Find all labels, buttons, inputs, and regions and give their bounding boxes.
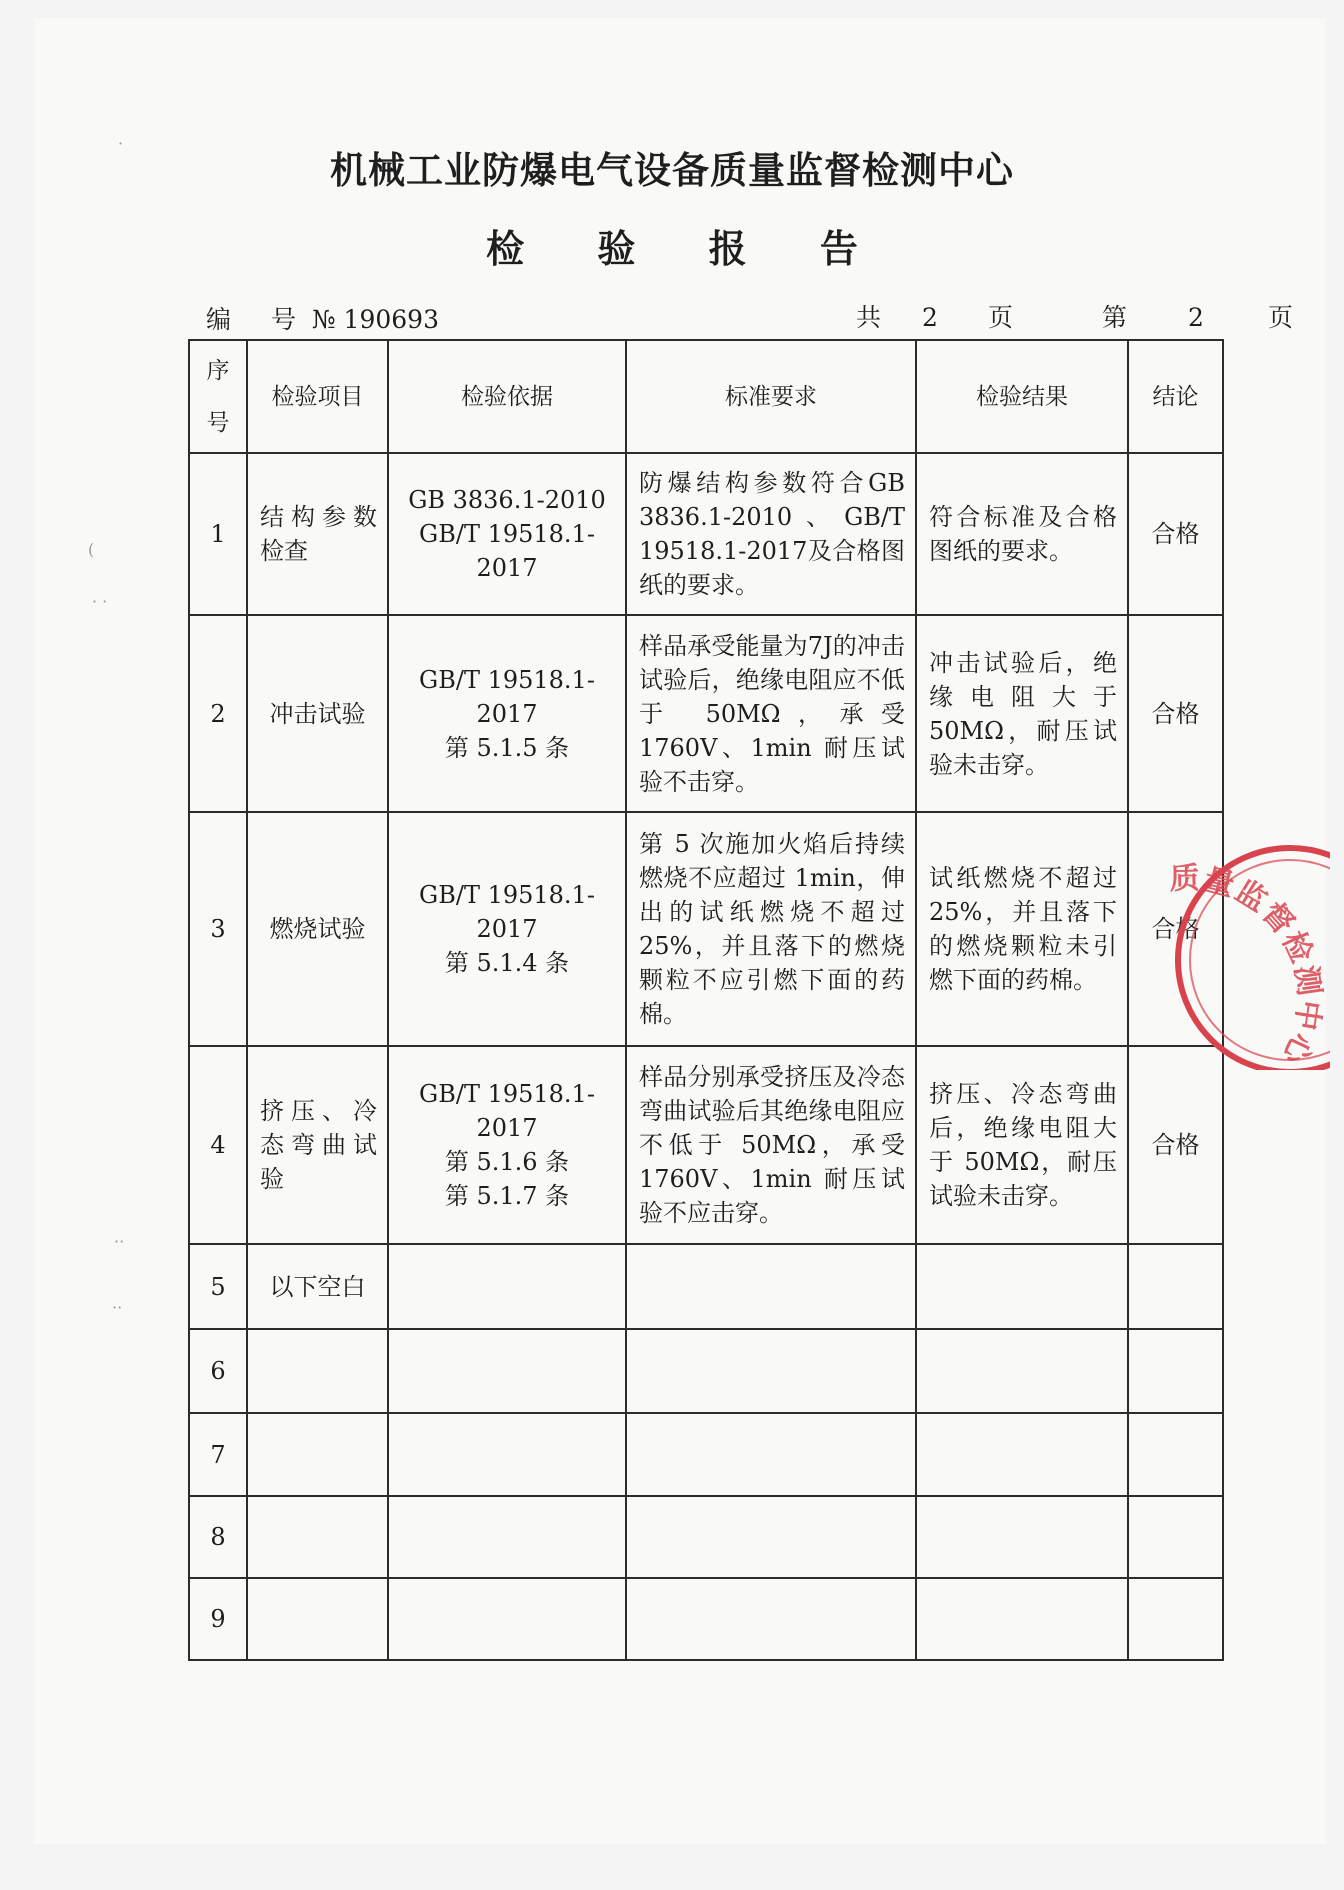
cell-item: 燃烧试验 (247, 812, 388, 1046)
cell-seq: 6 (189, 1329, 247, 1413)
cell-seq: 9 (189, 1578, 247, 1660)
cell-requirement (626, 1413, 916, 1496)
cell-conclusion (1128, 1244, 1223, 1329)
page-indicator (856, 298, 1293, 334)
cell-basis: GB 3836.1-2010 GB/T 19518.1-2017 (388, 453, 626, 615)
cell-basis (388, 1413, 626, 1496)
cell-requirement (626, 1329, 916, 1413)
table-row (189, 615, 1223, 812)
report-number-label: 编 号 (206, 305, 312, 334)
report-org-title: 机械工业防爆电气设备质量监督检测中心 (330, 149, 1014, 192)
table-row (189, 1329, 1223, 1413)
cell-basis (388, 1329, 626, 1413)
cell-result: 挤压、冷态弯曲后，绝缘电阻大于 50MΩ，耐压试验未击穿。 (916, 1046, 1128, 1244)
page-total-prefix: 共 (856, 303, 882, 332)
cell-item: 结构参数检查 (247, 453, 388, 615)
cell-basis: GB/T 19518.1-2017 第 5.1.4 条 (388, 812, 626, 1046)
cell-result (916, 1496, 1128, 1578)
table-row (189, 812, 1223, 1046)
cell-seq: 3 (189, 812, 247, 1046)
cell-result (916, 1578, 1128, 1660)
scan-speck: ( (88, 540, 95, 559)
header-conclusion: 结论 (1128, 340, 1223, 453)
seal-text: 质量监督检测中心 (1169, 860, 1327, 1070)
cell-conclusion (1128, 1329, 1223, 1413)
cell-item (247, 1413, 388, 1496)
cell-item (247, 1329, 388, 1413)
cell-requirement (626, 1578, 916, 1660)
table-row (189, 1496, 1223, 1578)
cell-seq: 1 (189, 453, 247, 615)
cell-conclusion: 合格 (1128, 615, 1223, 812)
cell-result (916, 1244, 1128, 1329)
cell-result (916, 1329, 1128, 1413)
page-current: 2 (1188, 303, 1204, 332)
header-result: 检验结果 (916, 340, 1128, 453)
page-current-prefix: 第 (1102, 303, 1128, 332)
cell-seq: 4 (189, 1046, 247, 1244)
cell-item: 冲击试验 (247, 615, 388, 812)
cell-conclusion (1128, 1496, 1223, 1578)
page-total-unit: 页 (988, 303, 1014, 332)
cell-conclusion: 合格 (1128, 812, 1223, 1046)
header-requirement: 标准要求 (626, 340, 916, 453)
inspection-table (188, 339, 1224, 1661)
cell-conclusion: 合格 (1128, 1046, 1223, 1244)
table-row (189, 1244, 1223, 1329)
cell-item (247, 1496, 388, 1578)
report-title: 检 验 报 告 (486, 227, 888, 271)
table-row (189, 1413, 1223, 1496)
page-total: 2 (922, 303, 938, 332)
scan-speck: ·· (114, 1232, 125, 1251)
scan-speck: · (118, 134, 124, 153)
cell-seq: 5 (189, 1244, 247, 1329)
cell-basis (388, 1244, 626, 1329)
cell-requirement: 第 5 次施加火焰后持续燃烧不应超过 1min，伸出的试纸燃烧不超过25%，并且落下的燃烧颗粒不应引燃下面的药棉。 (626, 812, 916, 1046)
cell-item (247, 1578, 388, 1660)
cell-conclusion: 合格 (1128, 453, 1223, 615)
cell-item: 以下空白 (247, 1244, 388, 1329)
cell-requirement: 样品承受能量为7J的冲击试验后，绝缘电阻应不低于 50MΩ，承受1760V、1min 耐压试验不击穿。 (626, 615, 916, 812)
cell-conclusion (1128, 1413, 1223, 1496)
cell-conclusion (1128, 1578, 1223, 1660)
cell-seq: 8 (189, 1496, 247, 1578)
cell-requirement: 样品分别承受挤压及冷态弯曲试验后其绝缘电阻应不低于 50MΩ，承受 1760V、1min 耐压试验不应击穿。 (626, 1046, 916, 1244)
page-current-unit: 页 (1268, 303, 1294, 332)
cell-item: 挤压、冷态弯曲试验 (247, 1046, 388, 1244)
table-row (189, 453, 1223, 615)
report-number-value: № 190693 (311, 305, 439, 334)
cell-result: 试纸燃烧不超过25%，并且落下的燃烧颗粒未引燃下面的药棉。 (916, 812, 1128, 1046)
table-header-row (189, 340, 1223, 453)
header-item: 检验项目 (247, 340, 388, 453)
cell-result: 符合标准及合格图纸的要求。 (916, 453, 1128, 615)
cell-basis: GB/T 19518.1-2017 第 5.1.6 条 第 5.1.7 条 (388, 1046, 626, 1244)
header-seq: 序号 (189, 340, 247, 453)
cell-result: 冲击试验后，绝缘电阻大于50MΩ，耐压试验未击穿。 (916, 615, 1128, 812)
header-basis: 检验依据 (388, 340, 626, 453)
table-row (189, 1046, 1223, 1244)
cell-basis: GB/T 19518.1-2017 第 5.1.5 条 (388, 615, 626, 812)
table-row (189, 1578, 1223, 1660)
report-number (206, 300, 439, 336)
cell-basis (388, 1578, 626, 1660)
cell-result (916, 1413, 1128, 1496)
cell-basis (388, 1496, 626, 1578)
cell-seq: 7 (189, 1413, 247, 1496)
cell-seq: 2 (189, 615, 247, 812)
scan-speck: ·· (112, 1298, 123, 1317)
cell-requirement (626, 1496, 916, 1578)
cell-requirement: 防爆结构参数符合GB 3836.1-2010、GB/T 19518.1-2017及合格图纸的要求。 (626, 453, 916, 615)
cell-requirement (626, 1244, 916, 1329)
scan-speck: · · (92, 592, 108, 611)
